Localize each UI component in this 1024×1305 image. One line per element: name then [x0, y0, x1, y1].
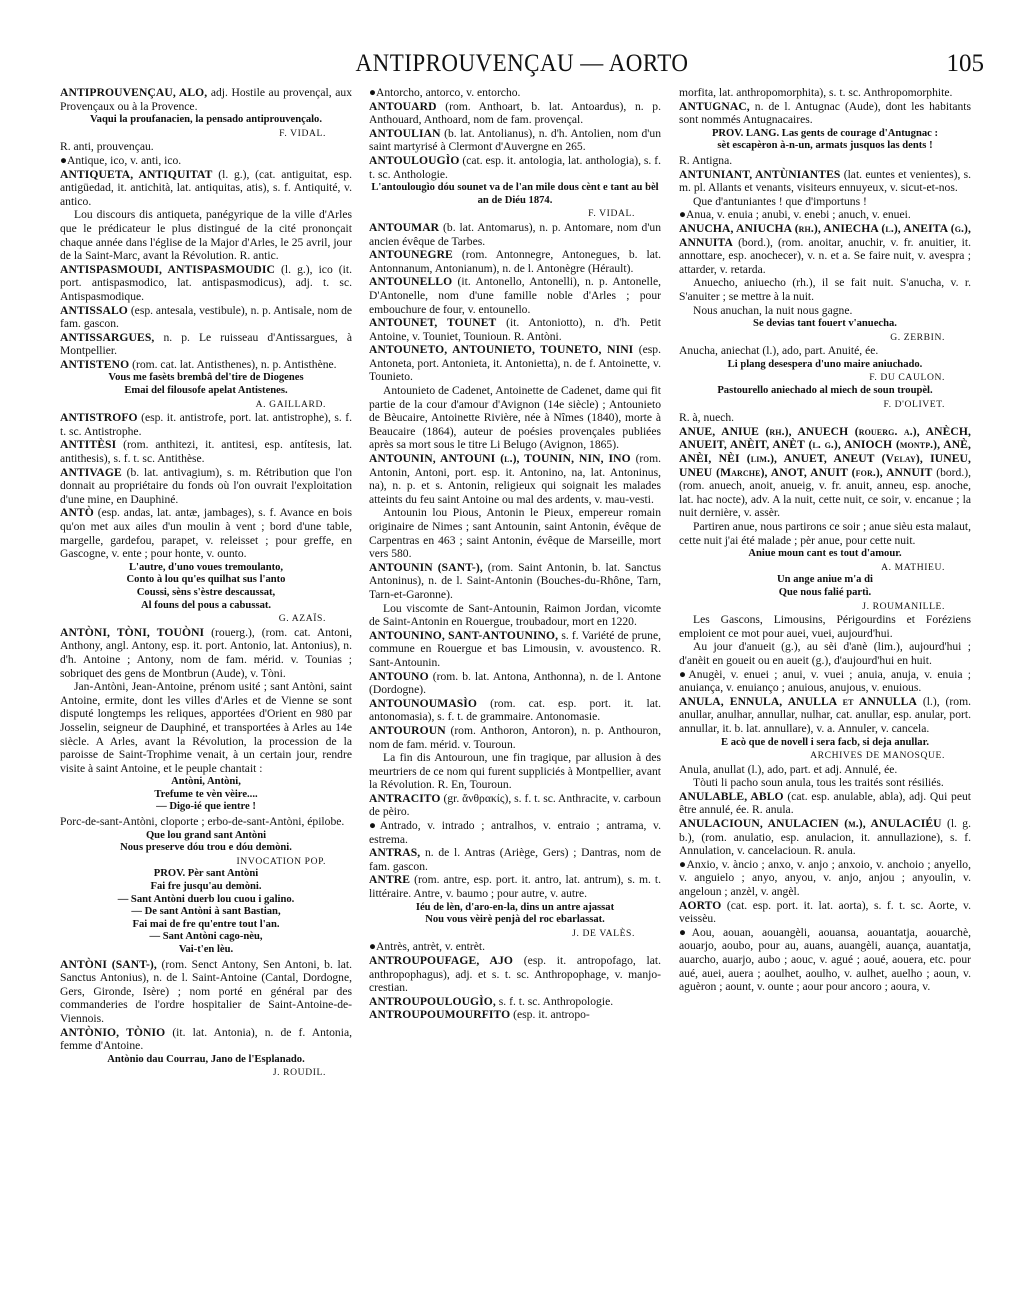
entry-definition: (cat. esp. anulable, abla), adj. Qui peut être annulé, ée. R. anula.: [679, 789, 971, 817]
entry-headword: ANTOUMAR: [369, 220, 440, 234]
quotation-author: F. VIDAL.: [279, 127, 326, 139]
quotation-author: J. ROUDIL.: [272, 1067, 326, 1079]
entry-definition: adj. Hostile au provençal, aux Provençaux ou à la Provence.: [60, 86, 352, 113]
dictionary-entry: [369, 697, 661, 724]
quotation: Antònio dau Courrau, Jano de l'Esplanado.: [107, 1053, 305, 1065]
entry-definition: (esp. it. antropofago, lat. anthropophagus), adj. et s. t. sc. Anthropophage, v. manjo-crestian.: [369, 954, 661, 995]
entry-definition: (rom. antre, esp. port. it. antro, lat. antrum), s. m. t. littéraire. Antre, v. baumo ; pour autre, v. autre.: [369, 873, 661, 901]
entry-definition: (gr. ἄνθρακίς), s. f. t. sc. Anthracite, v. carboun de pèiro.: [369, 791, 661, 819]
entry-headword: ANTISTENO: [60, 357, 130, 371]
entry-headword: ANTIVAGE: [60, 465, 122, 479]
entry-headword: ANTOUNIN, ANTOUNI (l.), TOUNIN, NIN, INO: [369, 452, 631, 466]
entry-definition: (cat. esp. port. it. lat. aorta), s. f. t. sc. Aorte, v. veissèu.: [679, 898, 971, 926]
entry-paragraph: Antounieto de Cadenet, Antoinette de Cadenet, dame qui fit partie de la cour d'amour d'Avignon (14e siècle) ; Antounieto de Bèucaire, Antoinette Rivière, née à Nîmes (1840), morte à Beaucaire (1864), auteur de poésies provençales publiées après sa mort sous le titre Li Belugo (Avignon, 1865).: [369, 384, 661, 452]
dictionary-entry: [60, 1026, 352, 1053]
entry-definition: (rom. Antonnegre, Antonegues, b. lat. Antonnanum, Antonianum), n. de l. Antonègre (Hérault).: [369, 248, 661, 275]
entry-definition: n. de l. Antugnac (Aude), dont les habitants sont nommés Antugnacaires.: [679, 99, 971, 127]
entry-headword: ANTOULIAN: [369, 126, 441, 140]
entry-headword: ANTOUNEGRE: [369, 248, 453, 262]
entry-headword: ANTÒNIO, TÒNIO: [60, 1025, 166, 1039]
entry-headword: ANTOUNO: [369, 669, 429, 683]
entry-headword: ANTISTROFO: [60, 411, 138, 425]
entry-paragraph: ●Antique, ico, v. anti, ico.: [60, 153, 182, 167]
entry-headword: ANUCHA, ANIUCHA (rh.), ANIECHA (l.), ANEITA (g.), ANNUITA: [679, 221, 971, 249]
entry-headword: ANTÒNI (SANT-),: [60, 957, 157, 971]
dictionary-entry: [369, 629, 661, 670]
entry-definition: n. de l. Antras (Ariège, Gers) ; Dantras, nom de fam. gascon.: [369, 846, 661, 873]
dictionary-entry: [679, 899, 971, 926]
dictionary-entry: [369, 1008, 661, 1022]
dictionary-entry: [679, 425, 971, 520]
quotation: Que lou grand sant Antòni Nous preserve dóu trou e dóu demòni.: [120, 829, 292, 854]
dictionary-entry: [369, 452, 661, 506]
entry-headword: ANUE, ANIUE (rh.), ANUECH (rouerg. a.), ANÈCH, ANUEIT, ANÈIT, ANÈT (l. g.), ANIOCH (montp.), ANÈ, ANÈI, NÈI (lim.), ANUET, ANEUT (Velay), IUNEU, UNEU (Marche), ANOT, ANUIT (for.), ANNUIT: [679, 424, 971, 479]
entry-definition: (rom. cat. lat. Antisthenes), n. p. Antisthène.: [129, 357, 337, 371]
quotation: Antòni, Antòni, Trefume te vèn vèire.... — Digo-ié que ientre !: [154, 776, 258, 813]
entry-definition: (it. Antonello, Antonelli), n. p. Antonelle, D'Antonelle, nom d'une famille noble d'Arles ; pour embouchure de four, v. entounello.: [369, 275, 661, 316]
entry-headword: ANTROUPOUFAGE, AJO: [369, 954, 514, 967]
quotation-author: INVOCATION POP.: [236, 855, 326, 867]
dictionary-entry: [369, 995, 661, 1009]
entry-headword: ANTÒ: [60, 506, 94, 520]
entry-definition: (cat. esp. it. antologia, lat. anthologia), s. f. t. sc. Anthologie.: [369, 153, 661, 181]
dictionary-entry: [60, 263, 352, 304]
dictionary-entry: [60, 168, 352, 209]
dictionary-entry: [60, 411, 352, 438]
dictionary-entry: [60, 626, 352, 680]
entry-headword: ANTRE: [369, 873, 411, 887]
dictionary-entry: [369, 154, 661, 181]
entry-headword: ANTUNIANT, ANTÙNIANTES: [679, 167, 841, 181]
quotation-author: F. D'OLIVET.: [883, 398, 945, 410]
quotation-author: ARCHIVES DE MANOSQUE.: [810, 750, 945, 762]
dictionary-entry: [369, 724, 661, 751]
entry-headword: ANULABLE, ABLO: [679, 789, 784, 803]
entry-definition: n. p. Le ruisseau d'Antissargues, à Montpellier.: [60, 330, 352, 358]
quotation-author: G. ZERBIN.: [890, 331, 945, 343]
entry-headword: ANTOUARD: [369, 99, 437, 113]
dictionary-entry: [369, 792, 661, 819]
dictionary-entry: [679, 168, 971, 195]
entry-definition: (rouerg.), (rom. cat. Antoni, Anthony, angl. Antony, esp. it. port. Antonio, lat. Antonius), n. d'h. Antoine ; Antony, nom de fam. mérid. v. Tounias ; sobriquet des gens de Montbrun (Aude), v. Tòni.: [60, 625, 352, 680]
entry-definition: (esp. andas, lat. antæ, jambages), s. f. Avance en bois qu'on met aux ailes d'un moulin à vent ; bord d'une table, margelle, gardefou, parapet, v. releisset ; pour greffe, en Gascogne, v. ente ; pour honte, v. ounto.: [60, 506, 352, 561]
dictionary-entry: [60, 304, 352, 331]
entry-headword: ANTOUNETO, ANTOUNIETO, TOUNETO, NINI: [369, 343, 634, 357]
quotation: Vous me fasèts brembâ del'tire de Diogenes Emai del filousofe apelat Antistenes.: [108, 372, 304, 397]
quotation-author: F. DU CAULON.: [869, 372, 945, 384]
quotation: Vaqui la proufanacien, la pensado antiprouvençalo.: [89, 114, 323, 126]
quotation-author: F. VIDAL.: [588, 208, 635, 220]
quotation: Pastourello aniechado al miech de soun troupèl.: [717, 385, 933, 397]
entry-headword: ANTROUPOUMOURFITO: [369, 1008, 511, 1022]
entry-paragraph: ●Antrado, v. intrado ; antralhos, v. entraio ; antrama, v. estrema.: [369, 819, 661, 846]
column-right: [679, 86, 971, 994]
entry-headword: ANTROUPOULOUGÌO,: [369, 994, 496, 1008]
entry-definition: (b. lat. Antolianus), n. d'h. Antolien, nom d'un saint martyrisé à Clermont d'Auvergne en 265.: [369, 126, 661, 154]
entry-headword: ANULACIOUN, ANULACIEN (m.), ANULACIÉU: [679, 817, 942, 831]
entry-paragraph: ●Anugèi, v. enuei ; anui, v. vuei ; anuia, anuja, v. enuia ; anuiança, v. enuianço ; anuious, anujous, v. enuious.: [679, 667, 971, 695]
page-title: ANTIPROUVENÇAU — AORTO: [355, 50, 689, 77]
quotation: L'antoulougìo dóu sounet va de l'an mile dous cènt e tant au bèl an de Diéu 1874.: [371, 182, 659, 206]
dictionary-entry: [369, 221, 661, 248]
column-left: [60, 86, 352, 1080]
entry-headword: ANTOUROUN: [369, 723, 446, 737]
entry-definition: s. f. t. sc. Anthropologie.: [495, 994, 614, 1008]
entry-paragraph: Tòuti li pacho soun anula, tous les traités sont résiliés.: [693, 776, 944, 790]
dictionary-entry: [679, 100, 971, 127]
quotation: Aniue moun cant es tout d'amour.: [748, 548, 902, 560]
running-head: [60, 44, 984, 84]
dictionary-entry: [369, 275, 661, 316]
entry-paragraph: morfita, lat. anthropomorphita), s. t. sc. Anthropomorphite.: [679, 86, 953, 99]
entry-paragraph: ●Antrès, antrèt, v. entrèt.: [369, 940, 486, 954]
quotation: L'autre, d'uno voues tremoulanto, Conto à lou qu'es quilhat sus l'anto Coussi, sèns s'èstre descaussat, Al founs del pous a cabussat.: [126, 561, 286, 611]
entry-definition: (l. g.), (cat. antiguitat, esp. antigüedad, it. antichità, lat. antiquitas, atis), s. f. Antiquité, v. antico.: [60, 167, 352, 208]
entry-headword: ANULA, ENNULA, ANULLA et ANNULLA: [679, 694, 917, 708]
entry-definition: (b. lat. Antomarus), n. p. Antomare, nom d'un ancien évêque de Tarbes.: [369, 220, 661, 248]
quotation-author: J. DE VALÈS.: [572, 927, 635, 939]
dictionary-entry: [60, 86, 352, 113]
dictionary-entry: [369, 316, 661, 343]
dictionary-entry: [369, 846, 661, 873]
entry-headword: ANTRACITO: [369, 791, 441, 805]
quotation-author: A. GAILLARD.: [255, 398, 326, 410]
entry-definition: (l. g.), ico (it. port. antispasmodico, lat. antispasmodicus), adj. t. sc. Antispasmodique.: [60, 262, 352, 303]
entry-paragraph: Lou viscomte de Sant-Antounin, Raimon Jordan, vicomte de Saint-Antonin en Rouergue, troubadour, mort en 1220.: [369, 601, 661, 629]
dictionary-entry: [369, 127, 661, 154]
quotation: PROV. LANG. Las gents de courage d'Antugnac : sèt escapèron à-n-un, armats jusquos las dents !: [711, 127, 939, 152]
entry-definition: (rom. Antonin, Antoni, port. esp. it. Antonino, na, lat. Antoninus, na), n. p. et s. Antonin, religieux qui soignait les malades atteints du feu saint Antoine ou mal des ardents, v. mau-vesti.: [369, 452, 661, 506]
dictionary-entry: [369, 343, 661, 384]
dictionary-entry: [679, 222, 971, 276]
dictionary-entry: [679, 695, 971, 736]
dictionary-entry: [60, 331, 352, 358]
quotation-author: G. AZAÏS.: [278, 613, 326, 625]
entry-paragraph: Nous anuchan, la nuit nous gagne.: [693, 303, 853, 317]
page-number: 105: [946, 50, 984, 77]
entry-definition: (lat. euntes et venientes), s. m. pl. Allants et venants, visiteurs ennuyeux, v. sicut-et-nos.: [679, 167, 972, 195]
entry-paragraph: Jan-Antòni, Jean-Antoine, prénom usité ; sant Antòni, saint Antoine, ermite, dont les villes d'Arles et de Vienne se sont disputé longtemps les reliques, apportées d'Orient en 980 par Josselin, seigneur de Dauphiné, et transportées à Arles au 14e siècle. A Arles, avant la Révolution, la procession de la paroisse de Saint-Trophime venait, à un certain jour, rendre visite à saint Antoine, et le peuple chantait :: [60, 680, 352, 775]
entry-paragraph: ●Anua, v. enuia ; anubi, v. enebi ; anuch, v. enuei.: [679, 208, 911, 222]
dictionary-entry: [369, 248, 661, 275]
entry-definition: (esp. Antoneta, port. Antonieta, it. Antonietta), n. de f. Antoinette, v. Tounieto.: [369, 343, 661, 384]
entry-paragraph: R. Antigna.: [679, 153, 733, 167]
dictionary-entry: [369, 670, 661, 697]
quotation-author: J. ROUMANILLE.: [862, 600, 945, 612]
quotation: E acò que de novell i sera facb, si deja anullar.: [721, 736, 929, 748]
dictionary-entry: [60, 466, 352, 507]
entry-definition: (b. lat. antivagium), s. m. Rétribution que l'on donnait au propriétaire du fonds où l'on ouvrait l'exploitation d'une mine, en Dauphiné.: [60, 465, 352, 506]
entry-headword: ANTIQUETA, ANTIQUITAT: [60, 167, 213, 181]
dictionary-entry: [60, 358, 352, 372]
entry-headword: ANTOUNOUMASÌO: [369, 696, 478, 710]
entry-definition: (bord.), (rom. anoitar, anuchir, v. fr. anuitier, it. annottare, esp. anochecer), v. n. et a. Se faire nuit, v. avespra ; attarder, v. retarda.: [679, 235, 971, 276]
entry-headword: ANTÒNI, TÒNI, TOUÒNI: [60, 625, 205, 639]
entry-headword: ANTITÈSI: [60, 438, 117, 452]
entry-definition: (rom. Senct Antony, Sen Antoni, b. lat. Sanctus Antonius), n. de l. Saint-Antoine (Cantal, Dordogne, Gers, Gironde, Isère) ; nom porté en général par des commanderies de l'ordre hospitalier de Saint-Antoine-de-Viennois.: [60, 957, 352, 1025]
entry-definition: (it. Antoniotto), n. d'h. Petit Antoine, v. Touniet, Tounioun. R. Antòni.: [369, 316, 662, 343]
dictionary-entry: [369, 954, 661, 995]
entry-headword: ANTOUNINO, SANT-ANTOUNINO,: [369, 628, 559, 642]
dictionary-entry: [60, 958, 352, 1026]
entry-headword: ANTOUNELLO: [369, 275, 453, 289]
dictionary-entry: [679, 817, 971, 858]
dictionary-entry: [369, 561, 661, 602]
entry-definition: (l.), (rom. anullar, anulhar, annullar, nulhar, cat. anullar, esp. anular, port. annullar, it. b. lat. annullare), v. a. Annuler, v. cancela.: [679, 694, 971, 735]
entry-headword: ANTOUNET, TOUNET: [369, 316, 497, 330]
entry-paragraph: ●Antorcho, antorco, v. entorcho.: [369, 86, 521, 99]
entry-paragraph: Partiren anue, nous partirons ce soir ; anue sièu esta malaut, cette nuit j'ai été malade ; pèr anue, pour cette nuit.: [679, 520, 971, 547]
entry-paragraph: La fin dis Antouroun, une fin tragique, par allusion à des meurtriers de ce nom qui furent suppliciés à Montpellier, avant la Révolution. R. En, Touroun.: [369, 751, 661, 792]
entry-paragraph: Que d'antuniantes ! que d'importuns !: [693, 194, 867, 208]
entry-paragraph: ●Aou, aouan, aouangèli, aouansa, aouantatja, aouarchè, aouarjo, aoubo, pour au, auans, auangèli, auança, auantatja, auarcho, auarjo, aubo ; aouc, v. agué ; aoué, aouera, etc. pour aué, auei, auera ; aoulhet, aoulho, v. aulhet, auelho ; aoun, v. aguèron ; aount, v. ounte ; aour pour ancoro ; aoura, v.: [679, 925, 971, 994]
entry-definition: (rom. b. lat. Antona, Anthonna), n. de l. Antone (Dordogne).: [369, 669, 661, 697]
entry-paragraph: Anuecho, aniuecho (rh.), il se fait nuit. S'anucha, v. r. S'anuiter ; se mettre à la nuit.: [679, 276, 971, 303]
quotation-author: A. MATHIEU.: [881, 561, 945, 573]
quotation: PROV. Pèr sant Antòni Fai fre jusqu'au demòni. — Sant Antòni duerb lou cuou i galino. — De sant Antòni à sant Bastian, Fai mai de fre qu'entre tout l'an. — Sant Antòni cago-nèu, Vai-t'en lèu.: [117, 868, 295, 955]
entry-definition: (bord.), (rom. anuech, anoit, anueig, v. fr. anuit, anneu, esp. anoche, lat. hac nocte), adv. A la nuit, cette nuit, ce soir, v. encanue ; la nuit dernière, v. assèr.: [679, 465, 971, 520]
column-middle: [369, 86, 661, 1022]
entry-headword: ANTIPROUVENÇAU, ALO,: [60, 86, 208, 99]
dictionary-entry: [60, 506, 352, 560]
entry-paragraph: R. à, nuech.: [679, 411, 735, 425]
entry-paragraph: Lou discours dis antiqueta, panégyrique de la ville d'Arles que le prédicateur le plus distingué de la cité prononçait chaque année dans l'église de la Major d'Arles, le 25 avril, jour de la Saint-Marc, avant la Révolution. R. antic.: [60, 208, 352, 263]
entry-definition: (rom. Anthoart, b. lat. Antoardus), n. p. Anthouard, Anthoard, nom de fam. provençal.: [369, 99, 661, 127]
entry-paragraph: Les Gascons, Limousins, Périgourdins et Foréziens emploient ce mot pour auei, vuei, aujourd'hui.: [679, 613, 971, 640]
entry-headword: ANTISSALO: [60, 303, 128, 317]
entry-paragraph: Anula, anullat (l.), ado, part. et adj. Annulé, ée.: [679, 762, 898, 776]
entry-headword: AORTO: [679, 898, 722, 912]
entry-definition: (esp. antesala, vestibule), n. p. Antisale, nom de fam. gascon.: [60, 303, 353, 331]
entry-headword: ANTRAS,: [369, 846, 421, 860]
entry-paragraph: Au jour d'anueit (g.), au sèi d'anè (lim.), aujourd'hui ; d'anèit en goueit ou en aueit (g.), d'aujourd'hui en huit.: [679, 640, 971, 667]
entry-paragraph: R. anti, prouvençau.: [60, 140, 154, 154]
entry-paragraph: Porc-de-sant-Antòni, cloporte ; erbo-de-sant-Antòni, épilobe.: [60, 815, 345, 829]
entry-definition: s. f. Variété de prune, commune en Rouergue et bas Limousin, v. avoustenco. R. Sant-Antounin.: [369, 628, 661, 669]
entry-headword: ANTUGNAC,: [679, 99, 750, 113]
entry-definition: (it. lat. Antonia), n. de f. Antonia, femme d'Antoine.: [60, 1025, 352, 1053]
dictionary-entry: [60, 438, 352, 465]
quotation: Li plang desespera d'uno maire aniuchado.: [727, 358, 923, 370]
quotation: Se devias tant fouert v'anuecha.: [753, 318, 897, 330]
entry-headword: ANTISPASMOUDI, ANTISPASMOUDIC: [60, 262, 275, 276]
dictionary-entry: [369, 873, 661, 900]
entry-definition: (rom. anthitezi, it. antitesi, esp. antítesis, lat. antithesis), s. f. t. sc. Antithèse.: [60, 438, 352, 466]
entry-paragraph: Antounin lou Pious, Antonin le Pieux, empereur romain originaire de Nimes ; sant Antounin, saint Antonin, évêque de Carpentras en 463 ; saint Antonin, évêque de Marseille, mort vers 580.: [369, 506, 661, 561]
entry-paragraph: ●Anxio, v. àncio ; anxo, v. anjo ; anxoio, v. anchoio ; anyello, v. anguielo ; anyo, anyou, v. anjo, anjou ; anyoulin, v. angeloun ; anzèl, v. angèl.: [679, 857, 971, 899]
entry-definition: (l. g. b.), (rom. anulatio, esp. anulacion, it. annullazione), s. f. Annulation, v. cancelacioun. R. anula.: [679, 817, 971, 858]
entry-headword: ANTISSARGUES,: [60, 330, 155, 344]
entry-definition: (rom. cat. esp. port. it. lat. antonomasia), s. f. t. de grammaire. Antonomasie.: [369, 696, 661, 724]
entry-headword: ANTOUNIN (SANT-),: [369, 560, 483, 574]
entry-paragraph: Anucha, aniechat (l.), ado, part. Anuité, ée.: [679, 344, 879, 358]
entry-definition: (rom. Anthoron, Antoron), n. p. Anthouron, nom de fam. mérid. v. Touroun.: [369, 723, 661, 751]
dictionary-entry: [679, 790, 971, 817]
entry-headword: ANTOULOUGÌO: [369, 153, 460, 167]
entry-definition: (rom. Saint Antonin, b. lat. Sanctus Antoninus), n. de l. Saint-Antonin (Bouches-du-Rhône, Tarn, Tarn-et-Garonne).: [369, 560, 661, 601]
dictionary-entry: [369, 100, 661, 127]
entry-definition: (esp. it. antistrofe, port. lat. antistrophe), s. f. t. sc. Antistrophe.: [60, 411, 352, 438]
quotation: Un ange aniue m'a di Que nous falié partì.: [777, 574, 873, 598]
quotation: Iéu de lèn, d'aro-en-la, dins un antre ajassat Nou vous vèirè penjà del roc ebarlassat.: [415, 901, 615, 926]
entry-definition: (esp. it. antropo-: [510, 1008, 590, 1022]
